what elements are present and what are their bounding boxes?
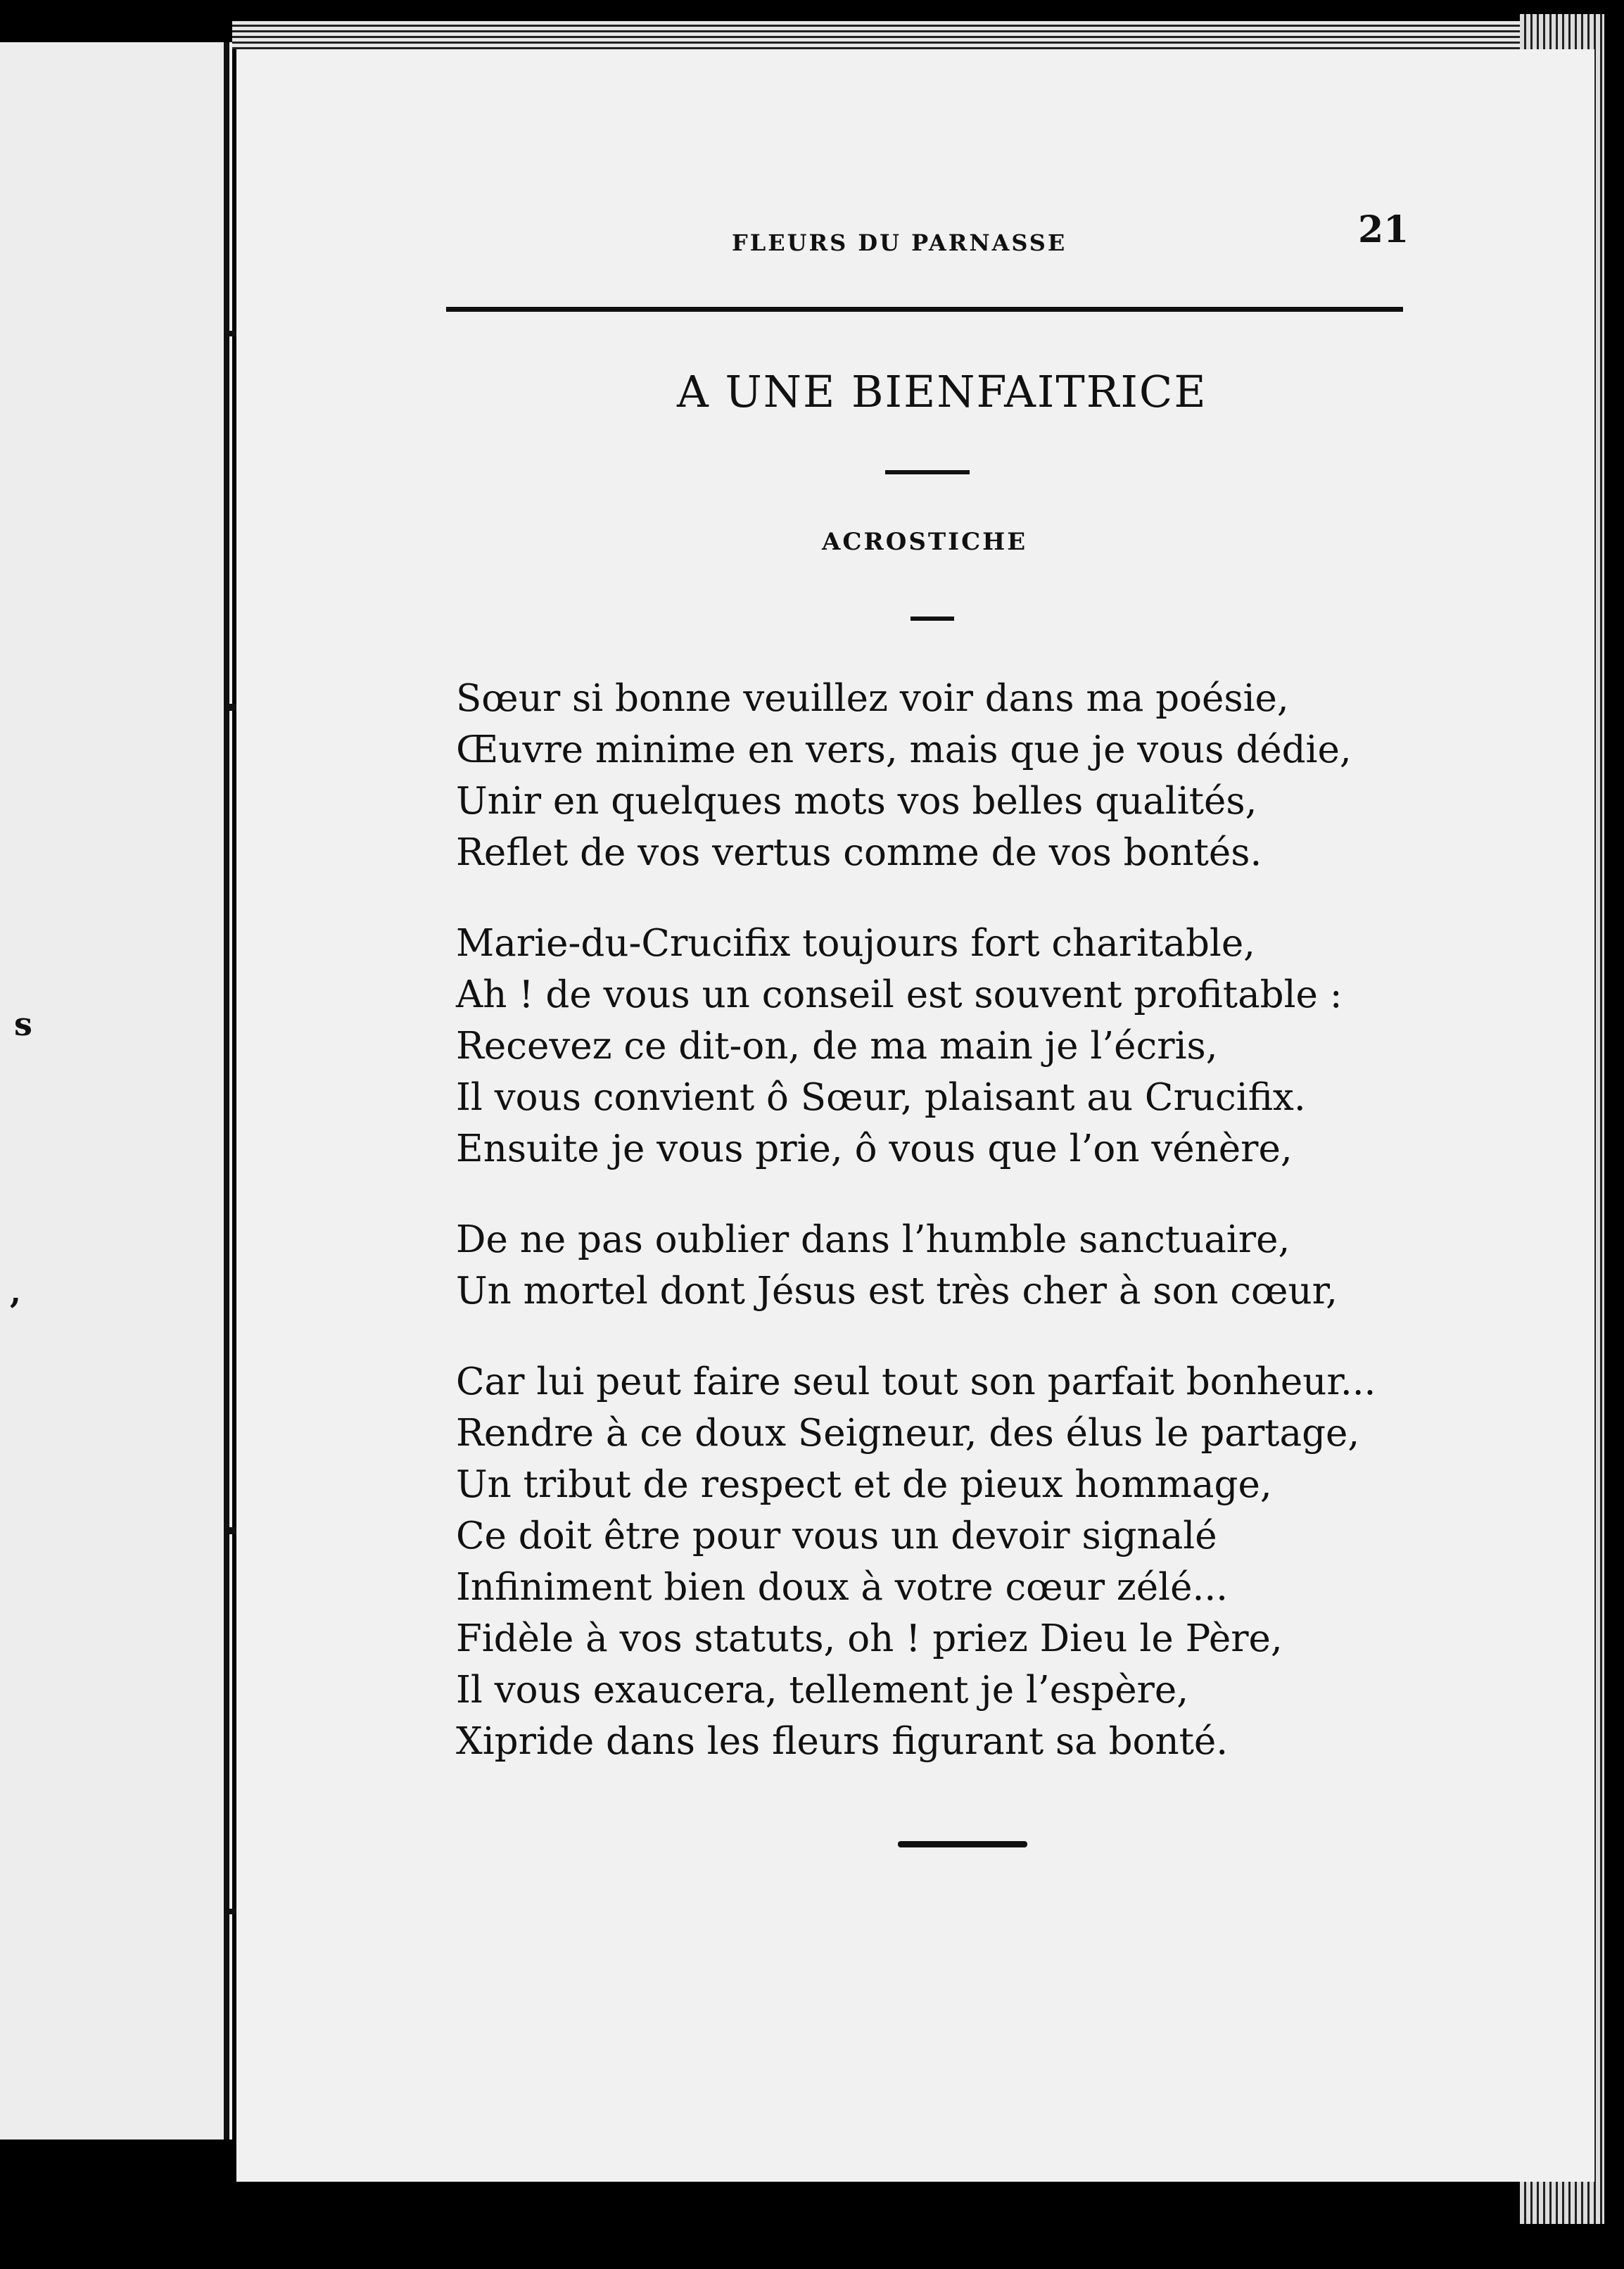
page-stack-top-edge [232, 21, 1569, 49]
poem-line: Infiniment bien doux à votre cœur zélé... [456, 1566, 1229, 1609]
poem-line: Xipride dans les fleurs figurant sa bonté. [456, 1720, 1229, 1763]
end-rule [898, 1841, 1027, 1847]
subtitle-rule [911, 617, 954, 621]
poem-line: Marie-du-Crucifix toujours fort charitable, [456, 922, 1256, 965]
poem-line: Reflet de vos vertus comme de vos bontés. [456, 831, 1262, 874]
poem-line: Un tribut de respect et de pieux hommage, [456, 1463, 1272, 1506]
poem-title: A UNE BIENFAITRICE [677, 366, 1207, 417]
left-page-text-fragment: , [10, 1272, 22, 1310]
poem-line: Œuvre minime en vers, mais que je vous dédie, [456, 728, 1352, 771]
previous-page-fragment [0, 42, 232, 2140]
poem-line: Rendre à ce doux Seigneur, des élus le partage, [456, 1412, 1360, 1455]
poem-line: Ensuite je vous prie, ô vous que l’on vénère, [456, 1127, 1293, 1170]
stanza [456, 1214, 1427, 1317]
stanza [456, 673, 1427, 878]
poem-line: Un mortel dont Jésus est très cher à son cœur, [456, 1270, 1338, 1313]
poem-line: Ah ! de vous un conseil est souvent profitable : [456, 973, 1343, 1016]
header-rule [446, 307, 1403, 312]
poem-line: Il vous convient ô Sœur, plaisant au Crucifix. [456, 1076, 1306, 1119]
running-head: FLEURS DU PARNASSE [732, 229, 1067, 256]
poem-line: De ne pas oublier dans l’humble sanctuaire, [456, 1218, 1290, 1261]
stanza [456, 1356, 1427, 1767]
left-page-text-fragment: s [14, 1005, 32, 1043]
poem-line: Unir en quelques mots vos belles qualités, [456, 780, 1257, 823]
title-rule [885, 470, 970, 474]
poem-subtitle: ACROSTICHE [822, 528, 1028, 556]
poem-line: Fidèle à vos statuts, oh ! priez Dieu le Père, [456, 1617, 1283, 1660]
poem-line: Car lui peut faire seul tout son parfait bonheur... [456, 1360, 1376, 1403]
poem-line: Ce doit être pour vous un devoir signalé [456, 1515, 1217, 1557]
poem-body [456, 673, 1427, 1807]
gutter-shadow [224, 42, 229, 2140]
stanza [456, 918, 1427, 1175]
page-number: 21 [1358, 208, 1409, 251]
poem-line: Sœur si bonne veuillez voir dans ma poésie, [456, 677, 1289, 720]
poem-line: Il vous exaucera, tellement je l’espère, [456, 1669, 1189, 1712]
poem-line: Recevez ce dit-on, de ma main je l’écris, [456, 1025, 1218, 1068]
